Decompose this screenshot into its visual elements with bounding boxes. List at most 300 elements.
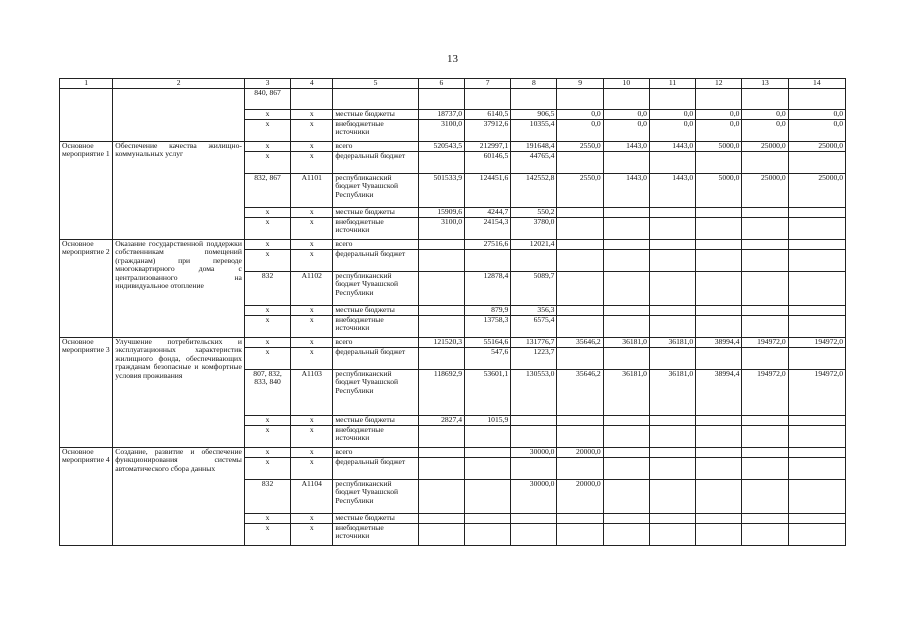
value-cell: 356,3 (511, 306, 557, 316)
value-cell: 20000,0 (557, 448, 603, 458)
value-cell (742, 218, 788, 240)
budget-code-cell: х (244, 426, 290, 448)
value-cell (649, 306, 695, 316)
value-cell (557, 416, 603, 426)
value-cell: 547,6 (465, 348, 511, 370)
value-cell (418, 458, 464, 480)
target-code-cell: А1101 (291, 174, 333, 208)
column-header: 3 (244, 79, 290, 89)
value-cell (742, 348, 788, 370)
value-cell (649, 416, 695, 426)
value-cell: 194972,0 (788, 370, 845, 416)
value-cell (696, 524, 742, 546)
column-header: 12 (696, 79, 742, 89)
value-cell (603, 480, 649, 514)
target-code-cell: х (291, 250, 333, 272)
column-header: 2 (113, 79, 245, 89)
value-cell (649, 89, 695, 110)
value-cell (603, 416, 649, 426)
value-cell: 2550,0 (557, 142, 603, 152)
value-cell: 18737,0 (418, 110, 464, 120)
budget-code-cell: х (244, 514, 290, 524)
funding-source-cell: внебюджетные источники (333, 426, 418, 448)
value-cell (788, 416, 845, 426)
target-code-cell: А1102 (291, 272, 333, 306)
value-cell (557, 89, 603, 110)
value-cell: 55164,6 (465, 338, 511, 348)
value-cell (557, 152, 603, 174)
funding-source-cell: местные бюджеты (333, 208, 418, 218)
table-row (60, 240, 846, 250)
target-code-cell: х (291, 448, 333, 458)
value-cell: 53601,1 (465, 370, 511, 416)
value-cell (511, 524, 557, 546)
value-cell: 38994,4 (696, 370, 742, 416)
value-cell (742, 514, 788, 524)
value-cell (603, 218, 649, 240)
value-cell (557, 514, 603, 524)
value-cell: 0,0 (742, 120, 788, 142)
value-cell (696, 272, 742, 306)
measure-description (113, 89, 245, 142)
value-cell (649, 208, 695, 218)
value-cell (603, 316, 649, 338)
value-cell (742, 208, 788, 218)
value-cell (788, 306, 845, 316)
value-cell (557, 306, 603, 316)
value-cell: 12878,4 (465, 272, 511, 306)
value-cell (788, 218, 845, 240)
value-cell (696, 480, 742, 514)
value-cell: 36181,0 (649, 338, 695, 348)
column-header: 11 (649, 79, 695, 89)
value-cell (788, 480, 845, 514)
value-cell: 2827,4 (418, 416, 464, 426)
value-cell (742, 458, 788, 480)
value-cell: 0,0 (649, 110, 695, 120)
budget-code-cell: х (244, 218, 290, 240)
measure-label: Основное мероприятие 2 (60, 240, 113, 338)
value-cell (649, 272, 695, 306)
table-body (60, 79, 846, 546)
target-code-cell: А1103 (291, 370, 333, 416)
value-cell (557, 524, 603, 546)
value-cell (418, 448, 464, 458)
column-header: 10 (603, 79, 649, 89)
budget-code-cell: 840, 867 (244, 89, 290, 110)
measure-label (60, 89, 113, 142)
value-cell: 15909,6 (418, 208, 464, 218)
value-cell (742, 272, 788, 306)
value-cell (557, 316, 603, 338)
value-cell (603, 152, 649, 174)
value-cell (465, 426, 511, 448)
value-cell (603, 524, 649, 546)
value-cell: 0,0 (557, 120, 603, 142)
table-row (60, 89, 846, 110)
value-cell (511, 89, 557, 110)
target-code-cell: х (291, 338, 333, 348)
value-cell: 0,0 (788, 120, 845, 142)
value-cell: 194972,0 (742, 338, 788, 348)
value-cell: 25000,0 (742, 174, 788, 208)
value-cell: 0,0 (696, 110, 742, 120)
funding-source-cell: федеральный бюджет (333, 250, 418, 272)
value-cell (696, 240, 742, 250)
value-cell: 35646,2 (557, 338, 603, 348)
target-code-cell: А1104 (291, 480, 333, 514)
value-cell (696, 448, 742, 458)
value-cell: 1443,0 (603, 174, 649, 208)
value-cell (557, 272, 603, 306)
value-cell (603, 208, 649, 218)
budget-code-cell: х (244, 120, 290, 142)
value-cell (511, 250, 557, 272)
value-cell (696, 426, 742, 448)
value-cell: 3780,0 (511, 218, 557, 240)
value-cell (696, 348, 742, 370)
value-cell: 4244,7 (465, 208, 511, 218)
value-cell: 194972,0 (788, 338, 845, 348)
value-cell: 3100,0 (418, 218, 464, 240)
value-cell (742, 89, 788, 110)
value-cell: 5089,7 (511, 272, 557, 306)
value-cell (418, 240, 464, 250)
budget-code-cell: 832 (244, 272, 290, 306)
value-cell: 44765,4 (511, 152, 557, 174)
value-cell: 0,0 (742, 110, 788, 120)
measure-description: Улучшение потребительских и эксплуатационных характеристик жилищного фонда, обеспечивающих гражданам безопасные и комфортные условия проживания (113, 338, 245, 448)
value-cell (649, 426, 695, 448)
value-cell (696, 218, 742, 240)
value-cell: 5000,0 (696, 142, 742, 152)
page-number: 13 (447, 53, 458, 65)
value-cell (742, 426, 788, 448)
value-cell (742, 240, 788, 250)
value-cell: 30000,0 (511, 480, 557, 514)
value-cell (557, 458, 603, 480)
value-cell (649, 316, 695, 338)
value-cell (649, 152, 695, 174)
value-cell (742, 524, 788, 546)
funding-source-cell: республиканский бюджет Чувашской Республики (333, 174, 418, 208)
funding-source-cell: местные бюджеты (333, 416, 418, 426)
funding-source-cell: республиканский бюджет Чувашской Республики (333, 370, 418, 416)
measure-label: Основное мероприятие 4 (60, 448, 113, 546)
value-cell (788, 514, 845, 524)
value-cell (603, 306, 649, 316)
value-cell: 0,0 (603, 120, 649, 142)
target-code-cell: х (291, 426, 333, 448)
value-cell: 24154,3 (465, 218, 511, 240)
value-cell (788, 458, 845, 480)
value-cell (603, 272, 649, 306)
value-cell (465, 524, 511, 546)
value-cell: 1443,0 (649, 142, 695, 152)
value-cell: 1443,0 (649, 174, 695, 208)
value-cell: 13758,3 (465, 316, 511, 338)
budget-code-cell: х (244, 524, 290, 546)
value-cell (788, 208, 845, 218)
value-cell (603, 426, 649, 448)
value-cell: 38994,4 (696, 338, 742, 348)
column-header: 8 (511, 79, 557, 89)
budget-code-cell: х (244, 142, 290, 152)
target-code-cell: х (291, 348, 333, 370)
funding-source-cell: всего (333, 142, 418, 152)
value-cell (603, 240, 649, 250)
value-cell (649, 348, 695, 370)
value-cell (788, 152, 845, 174)
budget-code-cell: х (244, 448, 290, 458)
value-cell (742, 480, 788, 514)
value-cell (788, 272, 845, 306)
value-cell: 36181,0 (649, 370, 695, 416)
funding-source-cell: внебюджетные источники (333, 524, 418, 546)
value-cell (418, 152, 464, 174)
value-cell: 124451,6 (465, 174, 511, 208)
budget-code-cell: 832, 867 (244, 174, 290, 208)
value-cell (742, 152, 788, 174)
value-cell (511, 416, 557, 426)
value-cell: 0,0 (557, 110, 603, 120)
budget-code-cell: х (244, 348, 290, 370)
measure-description: Обеспечение качества жилищно-коммунальных услуг (113, 142, 245, 240)
value-cell: 131776,7 (511, 338, 557, 348)
value-cell: 25000,0 (788, 174, 845, 208)
value-cell: 25000,0 (788, 142, 845, 152)
value-cell (649, 448, 695, 458)
value-cell (557, 348, 603, 370)
funding-source-cell: внебюджетные источники (333, 316, 418, 338)
value-cell (696, 416, 742, 426)
budget-code-cell: х (244, 208, 290, 218)
budget-code-cell: х (244, 250, 290, 272)
funding-source-cell: всего (333, 448, 418, 458)
value-cell (742, 448, 788, 458)
target-code-cell: х (291, 142, 333, 152)
measure-label: Основное мероприятие 3 (60, 338, 113, 448)
value-cell: 2550,0 (557, 174, 603, 208)
value-cell (696, 514, 742, 524)
budget-code-cell: х (244, 110, 290, 120)
column-header: 5 (333, 79, 418, 89)
value-cell (511, 458, 557, 480)
value-cell (557, 240, 603, 250)
value-cell (696, 458, 742, 480)
value-cell (696, 208, 742, 218)
measure-description: Создание, развитие и обеспечение функционирования системы автоматического сбора данных (113, 448, 245, 546)
target-code-cell: х (291, 316, 333, 338)
budget-code-cell: х (244, 240, 290, 250)
target-code-cell: х (291, 152, 333, 174)
header-row (60, 79, 846, 89)
value-cell (742, 306, 788, 316)
value-cell (418, 306, 464, 316)
value-cell (649, 250, 695, 272)
value-cell (649, 458, 695, 480)
column-header: 13 (742, 79, 788, 89)
value-cell: 5000,0 (696, 174, 742, 208)
value-cell (511, 514, 557, 524)
funding-source-cell: федеральный бюджет (333, 348, 418, 370)
value-cell (742, 250, 788, 272)
value-cell (649, 480, 695, 514)
target-code-cell: х (291, 458, 333, 480)
value-cell (465, 250, 511, 272)
funding-source-cell: местные бюджеты (333, 306, 418, 316)
funding-source-cell: местные бюджеты (333, 514, 418, 524)
value-cell (603, 458, 649, 480)
value-cell (603, 89, 649, 110)
value-cell (603, 250, 649, 272)
funding-source-cell (333, 89, 418, 110)
funding-source-cell: всего (333, 338, 418, 348)
value-cell: 194972,0 (742, 370, 788, 416)
value-cell (649, 218, 695, 240)
value-cell (696, 89, 742, 110)
value-cell: 0,0 (696, 120, 742, 142)
value-cell (649, 240, 695, 250)
value-cell (696, 250, 742, 272)
target-code-cell: х (291, 524, 333, 546)
funding-source-cell: республиканский бюджет Чувашской Республики (333, 272, 418, 306)
funding-source-cell: внебюджетные источники (333, 120, 418, 142)
value-cell (557, 218, 603, 240)
target-code-cell: х (291, 218, 333, 240)
value-cell: 879,9 (465, 306, 511, 316)
value-cell (418, 348, 464, 370)
value-cell (649, 524, 695, 546)
value-cell: 130553,0 (511, 370, 557, 416)
budget-code-cell: х (244, 338, 290, 348)
value-cell (465, 448, 511, 458)
target-code-cell: х (291, 240, 333, 250)
value-cell (418, 250, 464, 272)
value-cell: 501533,9 (418, 174, 464, 208)
value-cell: 0,0 (788, 110, 845, 120)
funding-source-cell: местные бюджеты (333, 110, 418, 120)
measure-description: Оказание государственной поддержки собственникам помещений (гражданам) при переводе многоквартирного дома с централизованного на индивидуальное отопление (113, 240, 245, 338)
value-cell (418, 524, 464, 546)
value-cell: 0,0 (603, 110, 649, 120)
budget-code-cell: х (244, 306, 290, 316)
value-cell: 10355,4 (511, 120, 557, 142)
target-code-cell: х (291, 120, 333, 142)
value-cell (788, 448, 845, 458)
target-code-cell: х (291, 416, 333, 426)
column-header: 14 (788, 79, 845, 89)
column-header: 1 (60, 79, 113, 89)
value-cell (418, 480, 464, 514)
target-code-cell: х (291, 110, 333, 120)
funding-source-cell: всего (333, 240, 418, 250)
table-row (60, 338, 846, 348)
value-cell: 191648,4 (511, 142, 557, 152)
value-cell: 27516,6 (465, 240, 511, 250)
value-cell (603, 448, 649, 458)
value-cell (788, 316, 845, 338)
value-cell (465, 458, 511, 480)
target-code-cell: х (291, 514, 333, 524)
column-header: 7 (465, 79, 511, 89)
value-cell: 6575,4 (511, 316, 557, 338)
value-cell: 60146,5 (465, 152, 511, 174)
value-cell (696, 152, 742, 174)
target-code-cell (291, 89, 333, 110)
value-cell: 3100,0 (418, 120, 464, 142)
value-cell (418, 426, 464, 448)
budget-code-cell: х (244, 416, 290, 426)
value-cell (696, 306, 742, 316)
value-cell: 1443,0 (603, 142, 649, 152)
value-cell: 212997,1 (465, 142, 511, 152)
column-header: 9 (557, 79, 603, 89)
table-row (60, 448, 846, 458)
value-cell (557, 208, 603, 218)
value-cell: 20000,0 (557, 480, 603, 514)
funding-source-cell: республиканский бюджет Чувашской Республики (333, 480, 418, 514)
value-cell: 550,2 (511, 208, 557, 218)
value-cell: 6140,5 (465, 110, 511, 120)
value-cell: 0,0 (649, 120, 695, 142)
measure-label: Основное мероприятие 1 (60, 142, 113, 240)
value-cell (649, 514, 695, 524)
value-cell: 36181,0 (603, 370, 649, 416)
value-cell (742, 316, 788, 338)
funding-source-cell: внебюджетные источники (333, 218, 418, 240)
value-cell: 1015,9 (465, 416, 511, 426)
value-cell (788, 524, 845, 546)
budget-code-cell: х (244, 458, 290, 480)
value-cell: 12021,4 (511, 240, 557, 250)
value-cell (418, 272, 464, 306)
value-cell: 1223,7 (511, 348, 557, 370)
value-cell (418, 89, 464, 110)
value-cell (418, 316, 464, 338)
value-cell (465, 89, 511, 110)
value-cell (557, 250, 603, 272)
value-cell (465, 514, 511, 524)
value-cell: 30000,0 (511, 448, 557, 458)
budget-table (59, 78, 846, 546)
value-cell (511, 426, 557, 448)
value-cell (557, 426, 603, 448)
value-cell (603, 348, 649, 370)
value-cell (788, 240, 845, 250)
value-cell: 36181,0 (603, 338, 649, 348)
value-cell: 118692,9 (418, 370, 464, 416)
target-code-cell: х (291, 306, 333, 316)
value-cell: 35646,2 (557, 370, 603, 416)
budget-code-cell: 807, 832, 833, 840 (244, 370, 290, 416)
target-code-cell: х (291, 208, 333, 218)
value-cell (696, 316, 742, 338)
value-cell (603, 514, 649, 524)
value-cell (465, 480, 511, 514)
value-cell (418, 514, 464, 524)
funding-source-cell: федеральный бюджет (333, 152, 418, 174)
column-header: 4 (291, 79, 333, 89)
value-cell: 520543,5 (418, 142, 464, 152)
value-cell: 906,5 (511, 110, 557, 120)
budget-code-cell: х (244, 152, 290, 174)
budget-code-cell: 832 (244, 480, 290, 514)
value-cell (788, 89, 845, 110)
value-cell: 37912,6 (465, 120, 511, 142)
value-cell: 121520,3 (418, 338, 464, 348)
value-cell: 142552,8 (511, 174, 557, 208)
